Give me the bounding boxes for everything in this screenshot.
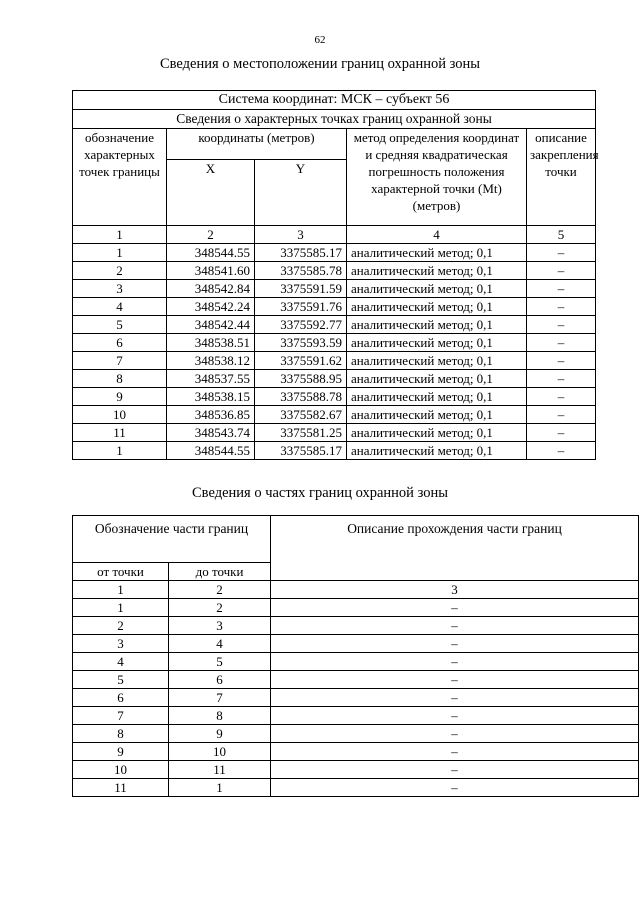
method-cell: аналитический метод; 0,1 <box>347 316 527 334</box>
method-cell: аналитический метод; 0,1 <box>347 424 527 442</box>
to-point-cell: 6 <box>169 671 271 689</box>
header-to-point: до точки <box>169 563 271 581</box>
x-coordinate-cell: 348538.51 <box>167 334 255 352</box>
table-row <box>73 617 639 635</box>
x-coordinate-cell: 348538.15 <box>167 388 255 406</box>
description-cell: – <box>527 244 596 262</box>
description-cell: – <box>527 370 596 388</box>
y-coordinate-cell: 3375591.62 <box>255 352 347 370</box>
y-coordinate-cell: 3375591.76 <box>255 298 347 316</box>
table-row <box>73 388 596 406</box>
method-cell: аналитический метод; 0,1 <box>347 262 527 280</box>
method-cell: аналитический метод; 0,1 <box>347 442 527 460</box>
header-y: Y <box>255 160 347 226</box>
points-subtitle-cell: Сведения о характерных точках границ охранной зоны <box>73 110 596 129</box>
y-coordinate-cell: 3375585.78 <box>255 262 347 280</box>
method-cell: аналитический метод; 0,1 <box>347 334 527 352</box>
method-cell: аналитический метод; 0,1 <box>347 298 527 316</box>
y-coordinate-cell: 3375585.17 <box>255 244 347 262</box>
x-coordinate-cell: 348543.74 <box>167 424 255 442</box>
x-coordinate-cell: 348538.12 <box>167 352 255 370</box>
part-description-cell: – <box>271 689 639 707</box>
from-point-cell: 8 <box>73 725 169 743</box>
col-number: 2 <box>169 581 271 599</box>
col-number: 5 <box>527 226 596 244</box>
point-number-cell: 7 <box>73 352 167 370</box>
x-coordinate-cell: 348542.24 <box>167 298 255 316</box>
part-description-cell: – <box>271 707 639 725</box>
part-description-cell: – <box>271 725 639 743</box>
from-point-cell: 5 <box>73 671 169 689</box>
table-row <box>73 707 639 725</box>
x-coordinate-cell: 348544.55 <box>167 244 255 262</box>
table-row <box>73 244 596 262</box>
to-point-cell: 4 <box>169 635 271 653</box>
col-number: 3 <box>271 581 639 599</box>
point-number-cell: 9 <box>73 388 167 406</box>
part-description-cell: – <box>271 761 639 779</box>
y-coordinate-cell: 3375591.59 <box>255 280 347 298</box>
table-row <box>73 298 596 316</box>
section-heading-parts: Сведения о частях границ охранной зоны <box>192 485 448 501</box>
table-row <box>73 761 639 779</box>
point-number-cell: 11 <box>73 424 167 442</box>
point-number-cell: 1 <box>73 244 167 262</box>
boundary-points-table <box>72 90 599 460</box>
x-coordinate-cell: 348541.60 <box>167 262 255 280</box>
point-number-cell: 3 <box>73 280 167 298</box>
part-description-cell: – <box>271 671 639 689</box>
description-cell: – <box>527 388 596 406</box>
method-cell: аналитический метод; 0,1 <box>347 244 527 262</box>
header-part-designation: Обозначение части границ <box>73 516 271 563</box>
table-row <box>73 635 639 653</box>
table-row <box>73 599 639 617</box>
table-row <box>73 779 639 797</box>
table-row <box>73 370 596 388</box>
from-point-cell: 4 <box>73 653 169 671</box>
y-coordinate-cell: 3375588.78 <box>255 388 347 406</box>
point-number-cell: 5 <box>73 316 167 334</box>
description-cell: – <box>527 442 596 460</box>
description-cell: – <box>527 352 596 370</box>
col-number: 2 <box>167 226 255 244</box>
header-coordinates: координаты (метров) <box>167 129 347 160</box>
table-row <box>73 280 596 298</box>
method-cell: аналитический метод; 0,1 <box>347 280 527 298</box>
description-cell: – <box>527 424 596 442</box>
to-point-cell: 7 <box>169 689 271 707</box>
to-point-cell: 1 <box>169 779 271 797</box>
point-number-cell: 1 <box>73 442 167 460</box>
y-coordinate-cell: 3375592.77 <box>255 316 347 334</box>
coordinate-system-cell: Система координат: МСК – субъект 56 <box>73 91 596 110</box>
table-row <box>73 262 596 280</box>
to-point-cell: 9 <box>169 725 271 743</box>
method-cell: аналитический метод; 0,1 <box>347 406 527 424</box>
col-number: 3 <box>255 226 347 244</box>
to-point-cell: 11 <box>169 761 271 779</box>
from-point-cell: 10 <box>73 761 169 779</box>
to-point-cell: 10 <box>169 743 271 761</box>
table-row <box>73 671 639 689</box>
x-coordinate-cell: 348542.44 <box>167 316 255 334</box>
point-number-cell: 2 <box>73 262 167 280</box>
part-description-cell: – <box>271 743 639 761</box>
to-point-cell: 2 <box>169 599 271 617</box>
from-point-cell: 3 <box>73 635 169 653</box>
from-point-cell: 9 <box>73 743 169 761</box>
y-coordinate-cell: 3375582.67 <box>255 406 347 424</box>
x-coordinate-cell: 348542.84 <box>167 280 255 298</box>
table-row <box>73 653 639 671</box>
table-row <box>73 424 596 442</box>
part-description-cell: – <box>271 599 639 617</box>
from-point-cell: 2 <box>73 617 169 635</box>
description-cell: – <box>527 334 596 352</box>
part-description-cell: – <box>271 617 639 635</box>
page-number: 62 <box>314 34 326 46</box>
table-row <box>73 406 596 424</box>
col-number: 4 <box>347 226 527 244</box>
header-method: метод определения координат и средняя квадратическая погрешность положения характерной точки (Mt) (метров) <box>347 129 527 226</box>
table-row <box>73 334 596 352</box>
method-cell: аналитический метод; 0,1 <box>347 352 527 370</box>
header-designation: обозначение характерных точек границы <box>73 129 167 226</box>
table-row <box>73 743 639 761</box>
table-row <box>73 316 596 334</box>
table-row <box>73 442 596 460</box>
col-number: 1 <box>73 226 167 244</box>
table-row <box>73 352 596 370</box>
description-cell: – <box>527 316 596 334</box>
table-row <box>73 725 639 743</box>
description-cell: – <box>527 280 596 298</box>
point-number-cell: 10 <box>73 406 167 424</box>
y-coordinate-cell: 3375585.17 <box>255 442 347 460</box>
point-number-cell: 4 <box>73 298 167 316</box>
method-cell: аналитический метод; 0,1 <box>347 388 527 406</box>
header-from-point: от точки <box>73 563 169 581</box>
section-heading-location: Сведения о местоположении границ охранной зоны <box>159 56 480 72</box>
table-row <box>73 689 639 707</box>
to-point-cell: 5 <box>169 653 271 671</box>
description-cell: – <box>527 298 596 316</box>
col-number: 1 <box>73 581 169 599</box>
to-point-cell: 8 <box>169 707 271 725</box>
header-x: X <box>167 160 255 226</box>
from-point-cell: 7 <box>73 707 169 725</box>
boundary-parts-table <box>72 515 639 797</box>
header-part-description: Описание прохождения части границ <box>271 516 639 581</box>
header-description: описание закрепления точки <box>527 129 596 226</box>
to-point-cell: 3 <box>169 617 271 635</box>
x-coordinate-cell: 348537.55 <box>167 370 255 388</box>
from-point-cell: 11 <box>73 779 169 797</box>
method-cell: аналитический метод; 0,1 <box>347 370 527 388</box>
points-table-body <box>73 244 596 460</box>
parts-table-body <box>73 599 639 797</box>
x-coordinate-cell: 348544.55 <box>167 442 255 460</box>
y-coordinate-cell: 3375581.25 <box>255 424 347 442</box>
y-coordinate-cell: 3375588.95 <box>255 370 347 388</box>
x-coordinate-cell: 348536.85 <box>167 406 255 424</box>
from-point-cell: 1 <box>73 599 169 617</box>
description-cell: – <box>527 406 596 424</box>
part-description-cell: – <box>271 653 639 671</box>
point-number-cell: 8 <box>73 370 167 388</box>
description-cell: – <box>527 262 596 280</box>
part-description-cell: – <box>271 779 639 797</box>
part-description-cell: – <box>271 635 639 653</box>
y-coordinate-cell: 3375593.59 <box>255 334 347 352</box>
point-number-cell: 6 <box>73 334 167 352</box>
from-point-cell: 6 <box>73 689 169 707</box>
